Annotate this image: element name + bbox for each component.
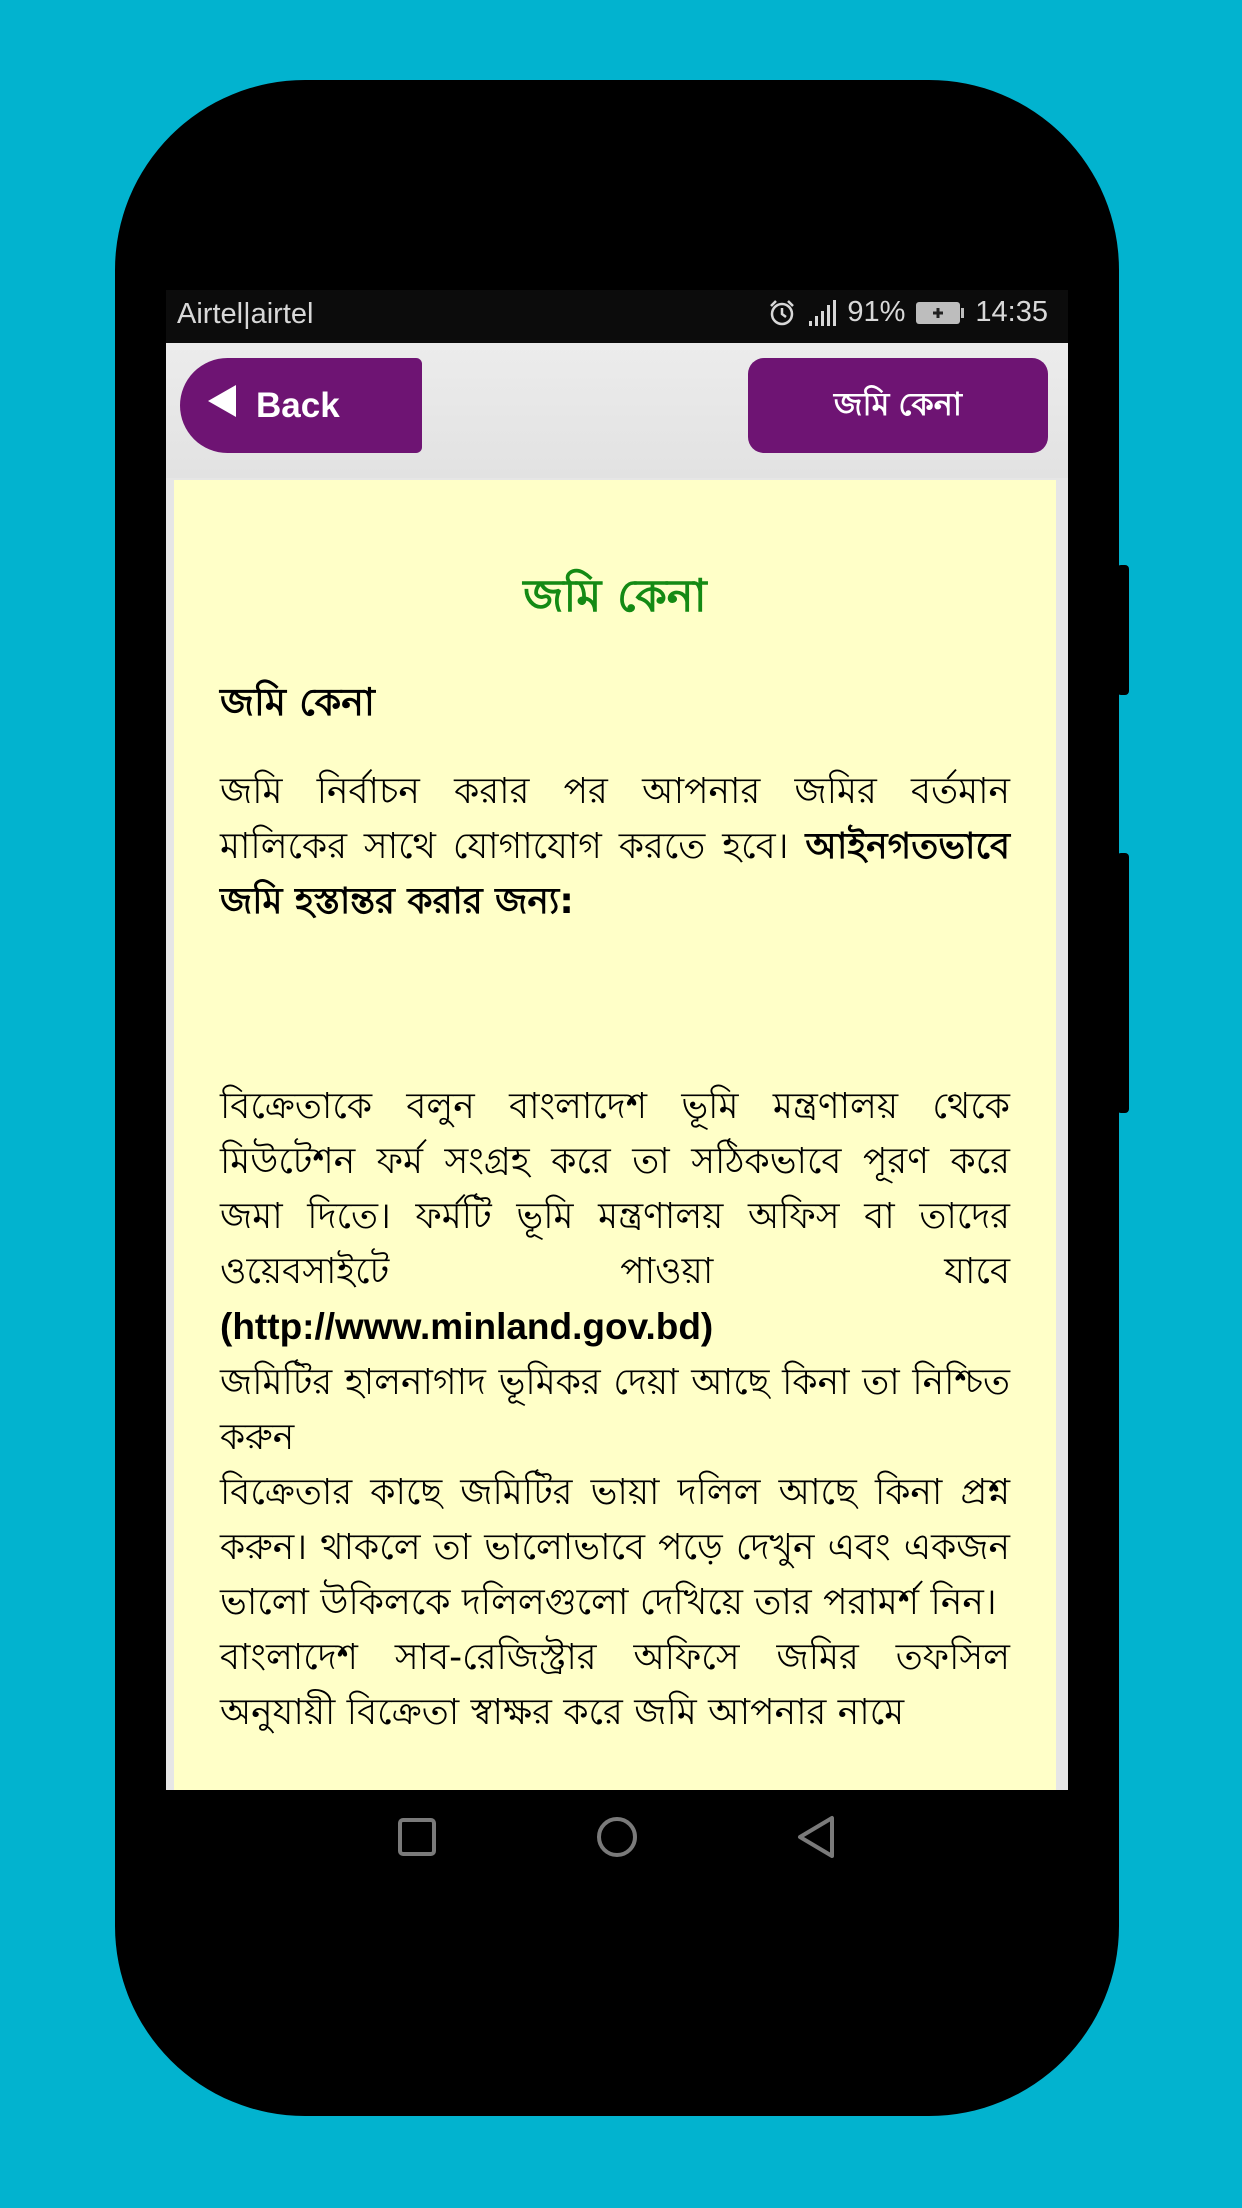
paragraph-1-text: জমি নির্বাচন করার পর আপনার জমির বর্তমান মালিকের সাথে যোগাযোগ করতে হবে।: [220, 771, 1010, 867]
title-button[interactable]: [748, 358, 1048, 453]
title-button-label: জমি কেনা: [833, 385, 963, 422]
paragraph-4: বিক্রেতার কাছে জমিটির ভায়া দলিল আছে কিনা প্রশ্ন করুন। থাকলে তা ভালোভাবে পড়ে দেখুন এবং একজন ভালো উকিলকে দলিলগুলো দেখিয়ে তার পরামর্শ নিন।: [220, 1472, 1010, 1623]
status-icons: [767, 296, 1048, 329]
spacer: [220, 929, 1010, 1079]
paragraph-5: বাংলাদেশ সাব-রেজিস্ট্রার অফিসে জমির তফসিল অনুযায়ী বিক্রেতা স্বাক্ষর করে জমি আপনার নামে: [220, 1637, 1010, 1733]
back-button-label: Back: [256, 385, 340, 425]
back-button[interactable]: [180, 358, 422, 453]
page-title: জমি কেনা: [523, 569, 707, 622]
paragraph-1: [220, 764, 1010, 929]
app-screen: [166, 290, 1068, 1790]
signal-icon: [807, 299, 837, 327]
home-circle-icon[interactable]: [592, 1812, 642, 1866]
paragraph-2-text: বিক্রেতাকে বলুন বাংলাদেশ ভূমি মন্ত্রণালয় থেকে মিউটেশন ফর্ম সংগ্রহ করে তা সঠিকভাবে পূরণ করে জমা দিতে। ফর্মটি ভূমি মন্ত্রণালয় অফিস বা তাদের ওয়েবসাইটে পাওয়া যাবে: [220, 1086, 1010, 1292]
nav-back-icon[interactable]: [792, 1812, 842, 1866]
paragraph-3: জমিটির হালনাগাদ ভূমিকর দেয়া আছে কিনা তা নিশ্চিত করুন: [220, 1362, 1010, 1458]
paragraph-1-bold: আইনগতভাবে জমি হস্তান্তর করার জন্য:: [220, 826, 1010, 922]
status-bar: [166, 290, 1068, 343]
section-heading: জমি কেনা: [220, 680, 375, 724]
content-panel[interactable]: [174, 480, 1056, 1790]
volume-button: [1117, 853, 1129, 1113]
battery-charging-icon: [915, 300, 965, 326]
battery-percent: 91%: [847, 296, 906, 328]
ministry-url-link[interactable]: (http://www.minland.gov.bd): [220, 1306, 714, 1347]
power-button: [1117, 565, 1129, 695]
alarm-icon: [767, 298, 797, 328]
carrier-name: Airtel|airtel: [177, 298, 314, 330]
top-bar: [166, 343, 1068, 478]
navigation-bar: [166, 1790, 1068, 1885]
clock-time: 14:35: [975, 296, 1048, 328]
back-triangle-icon: [206, 383, 238, 428]
paragraph-2: [220, 1079, 1010, 1355]
recent-apps-icon[interactable]: [392, 1812, 442, 1866]
